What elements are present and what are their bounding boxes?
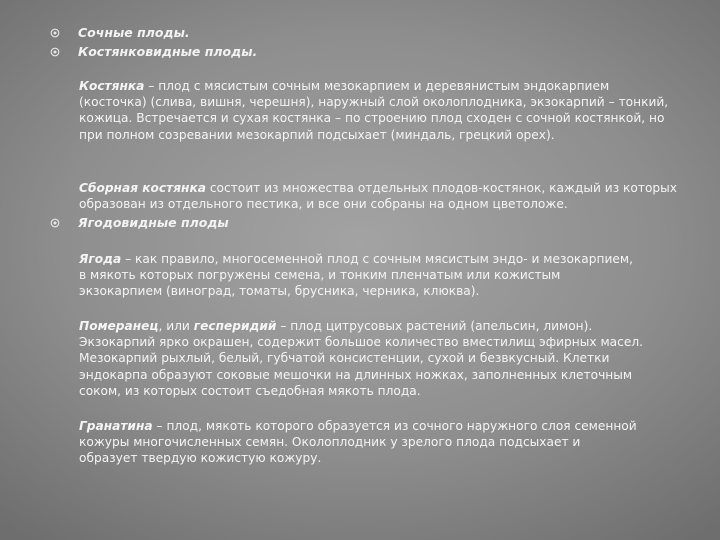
term-hesperidium: гесперидий — [193, 319, 277, 333]
paragraph-drupe — [79, 78, 679, 143]
term-pomeranets: Померанец — [79, 319, 159, 333]
term-drupe: Костянка — [79, 79, 145, 93]
paragraph-aggregate-drupe — [79, 180, 699, 212]
bullet-label: Сочные плоды. — [78, 25, 190, 40]
paragraph-text: – как правило, многосеменной плод с сочным мясистым эндо- и мезокарпием, в мякоть которых погружены семена, и тонким пленчатым или кожистым экзокарпием (виноград, томаты, брусника, черника, клюква). — [79, 252, 633, 299]
bullet-item-drupe-fruits — [50, 44, 257, 60]
paragraph-text: состоит из множества отдельных плодов-костянок, каждый из которых образован из отдельного пестика, и все они собраны на одном цветоложе. — [79, 181, 677, 212]
bullet-item-juicy-fruits — [50, 25, 190, 41]
bullet-label: Ягодовидные плоды — [78, 215, 229, 230]
circle-bullet-icon — [50, 218, 60, 228]
bullet-item-berry-fruits — [50, 215, 229, 231]
circle-bullet-icon — [50, 47, 60, 57]
paragraph-pomegranate — [79, 418, 639, 467]
term-pomegranate: Гранатина — [79, 419, 153, 433]
term-aggregate-drupe: Сборная костянка — [79, 181, 206, 195]
term-berry: Ягода — [79, 252, 122, 266]
paragraph-text: – плод цитрусовых растений (апельсин, лимон). Экзокарпий ярко окрашен, содержит большое количество вместилищ эфирных масел. Мезокарпий рыхлый, белый, губчатой консистенции, сухой и безвкусный. Клетки эндокарпа образуют соковые мешочки на длинных ножках, заполненных клеточным соком, из которых состоит съедобная мякоть плода. — [79, 319, 643, 398]
paragraph-text: – плод с мясистым сочным мезокарпием и деревянистым эндокарпием (косточка) (слива, вишня, черешня), наружный слой околоплодника, экзокарпий – тонкий, кожица. Встречается и сухая костянка – по строению плод сходен с сочной костянкой, но при полном созревании мезокарпий подсыхает (миндаль, грецкий орех). — [79, 79, 669, 142]
circle-bullet-icon — [50, 28, 60, 38]
paragraph-hesperidium — [79, 318, 664, 399]
paragraph-text: , или — [158, 319, 194, 333]
bullet-label: Костянковидные плоды. — [78, 44, 258, 59]
paragraph-berry — [79, 251, 639, 300]
paragraph-text: – плод, мякоть которого образуется из сочного наружного слоя семенной кожуры многочисленных семян. Околоплодник у зрелого плода подсыхает и образует твердую кожистую кожуру. — [79, 419, 637, 466]
